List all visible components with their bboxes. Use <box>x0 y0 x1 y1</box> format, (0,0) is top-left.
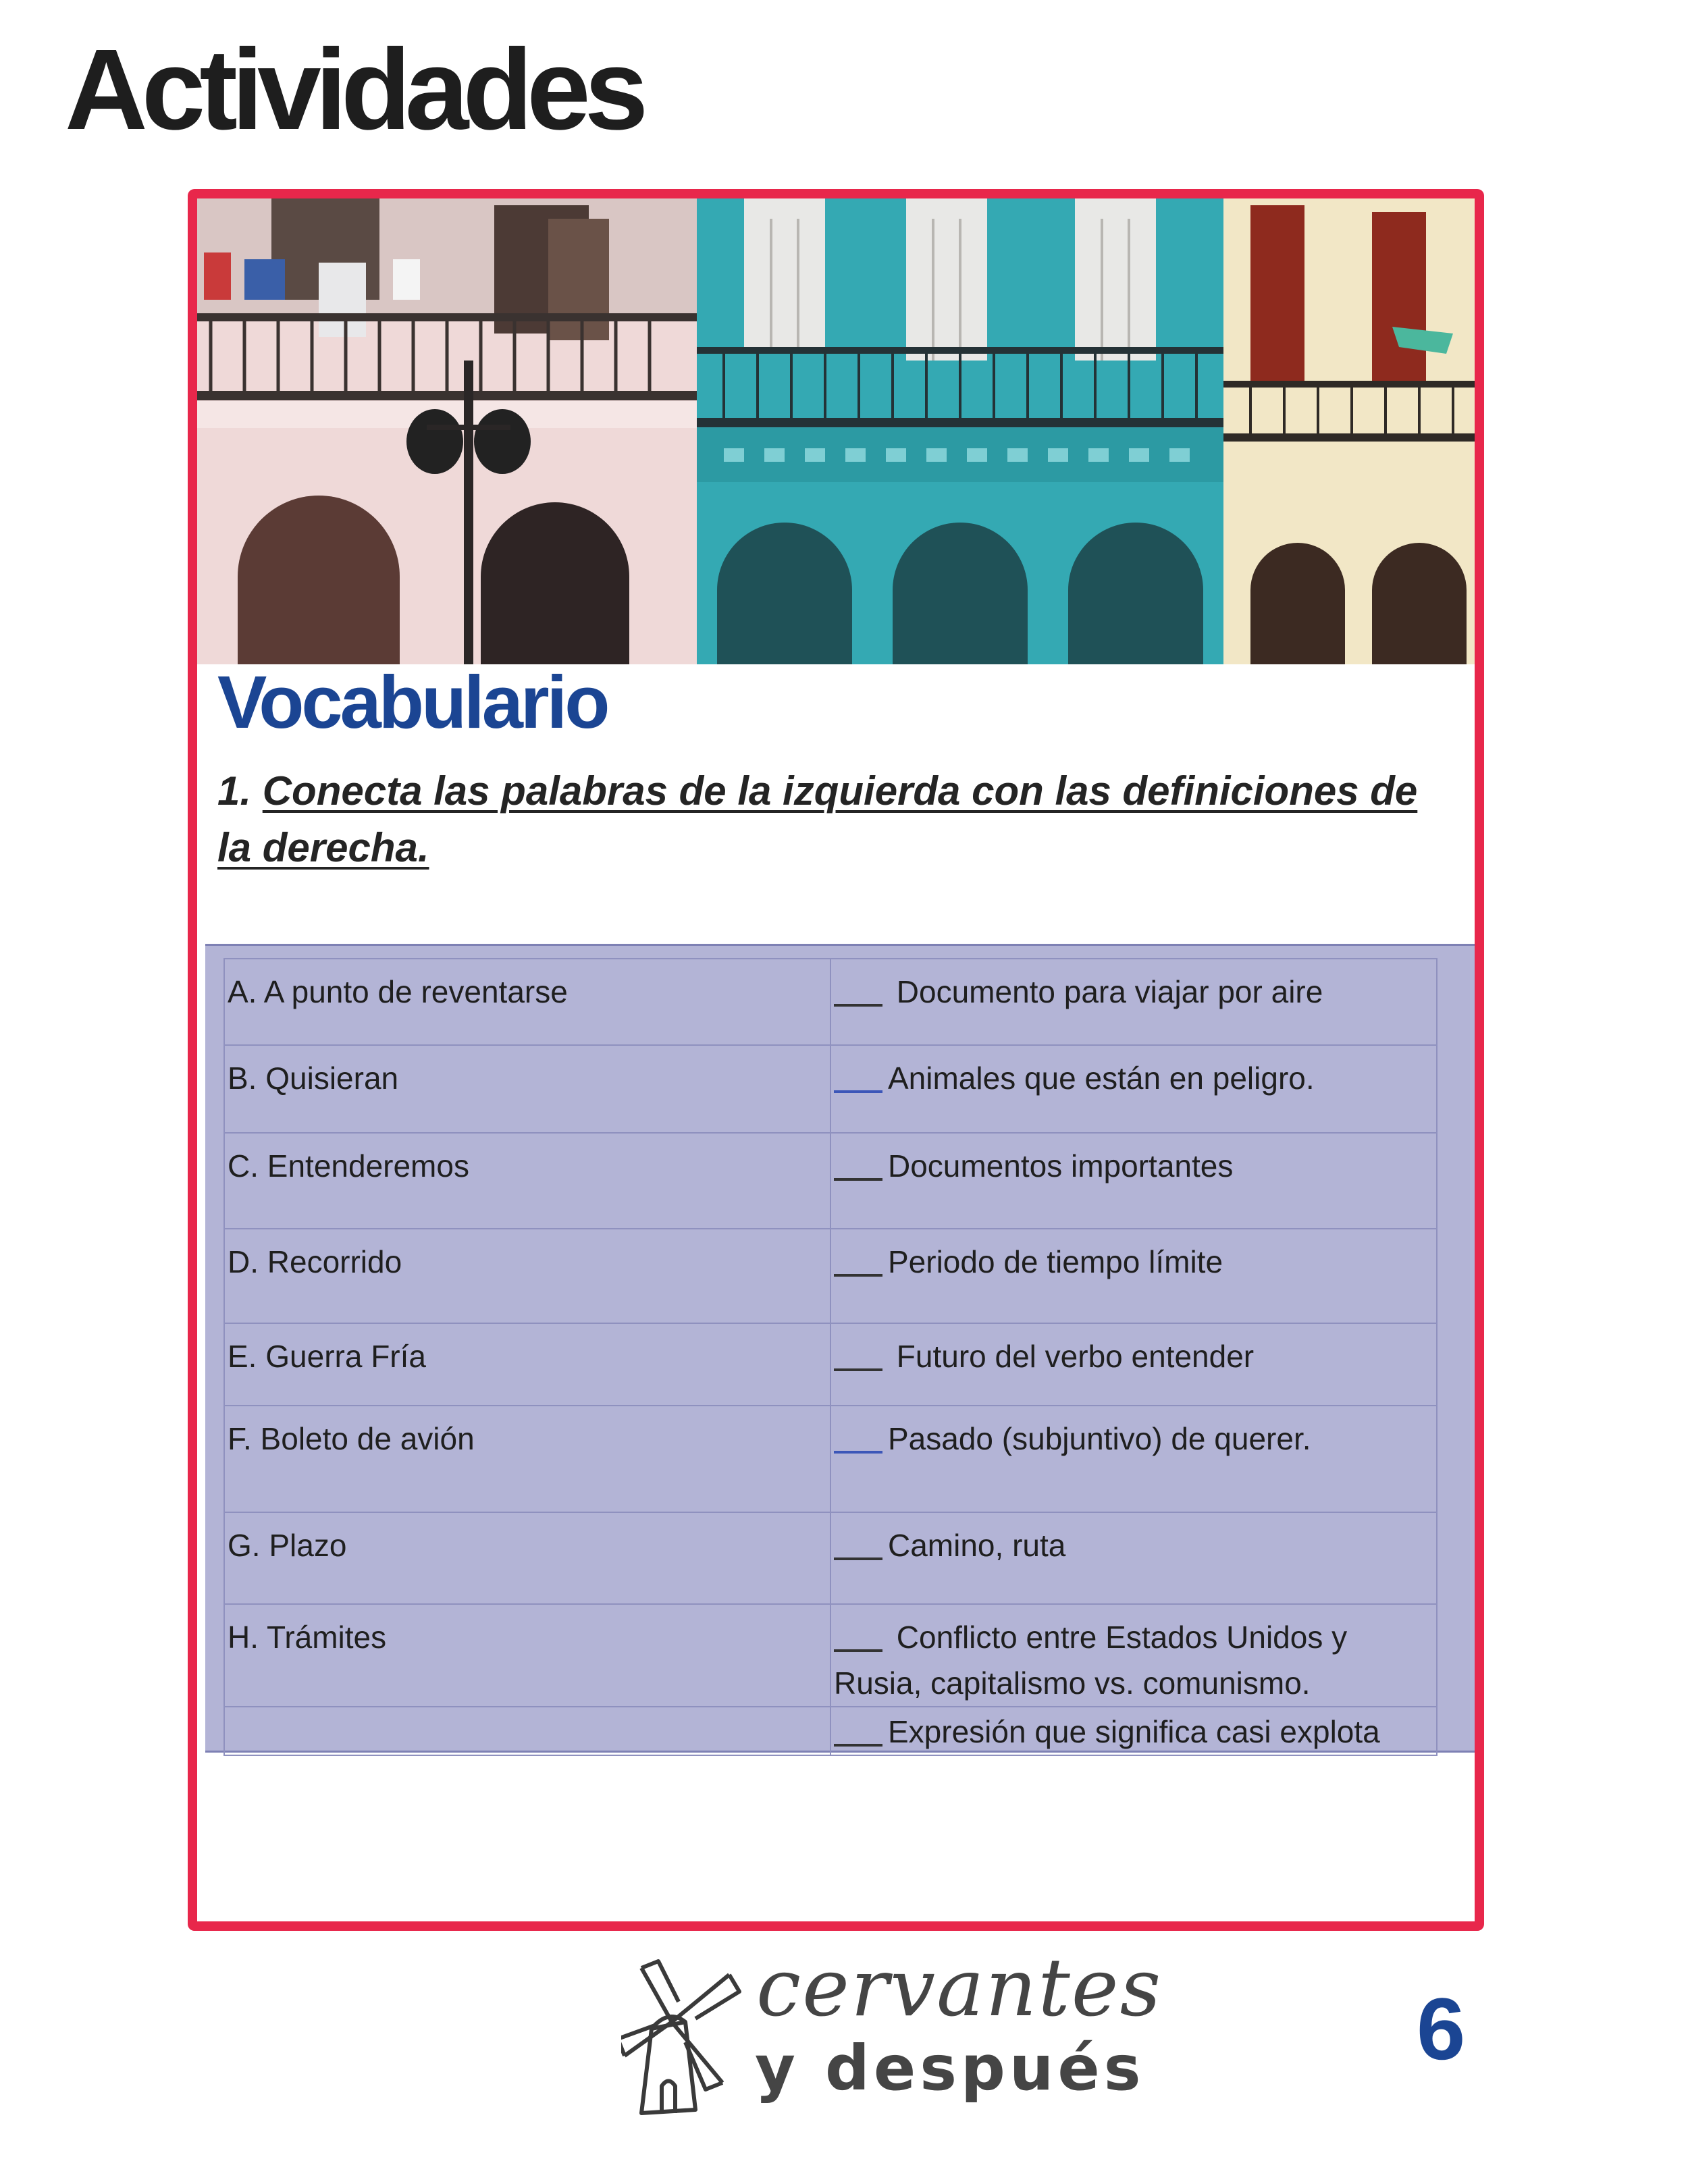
definition-text: Expresión que significa casi explota <box>888 1714 1380 1749</box>
definition-cell <box>830 1406 1437 1512</box>
definition-cell <box>830 1707 1437 1755</box>
definition-text: Futuro del verbo entender <box>888 1339 1255 1374</box>
definition-text: Camino, ruta <box>888 1528 1066 1563</box>
matching-table-container <box>205 944 1475 1753</box>
table-row <box>224 1133 1437 1229</box>
answer-blank[interactable] <box>834 1614 882 1652</box>
answer-blank[interactable] <box>834 1709 882 1747</box>
instruction-text: Conecta las palabras de la izquierda con las definiciones de la derecha. <box>217 768 1418 870</box>
definition-cell <box>830 959 1437 1045</box>
term-cell: F. Boleto de avión <box>224 1406 830 1512</box>
definition-text: Documento para viajar por aire <box>888 974 1323 1009</box>
definition-text: Animales que están en peligro. <box>888 1061 1315 1096</box>
windmill-icon <box>621 1954 756 2123</box>
term-cell: C. Entenderemos <box>224 1133 830 1229</box>
definition-text: Conflicto entre Estados Unidos y Rusia, capitalismo vs. comunismo. <box>834 1620 1348 1701</box>
table-row <box>224 1604 1437 1707</box>
matching-table <box>223 958 1438 1756</box>
table-row <box>224 959 1437 1045</box>
term-cell: A. A punto de reventarse <box>224 959 830 1045</box>
definition-text: Documentos importantes <box>888 1148 1234 1183</box>
table-row <box>224 1707 1437 1755</box>
answer-blank[interactable] <box>834 1522 882 1560</box>
term-cell <box>224 1707 830 1755</box>
definition-cell <box>830 1512 1437 1604</box>
definition-text: Pasado (subjuntivo) de querer. <box>888 1421 1311 1456</box>
table-row <box>224 1406 1437 1512</box>
table-row <box>224 1229 1437 1323</box>
logo-text-line1: cervantes <box>756 1941 1163 2034</box>
table-row <box>224 1512 1437 1604</box>
term-cell: D. Recorrido <box>224 1229 830 1323</box>
answer-blank[interactable] <box>834 1143 882 1181</box>
answer-blank[interactable] <box>834 1239 882 1277</box>
header-photo <box>197 198 1475 664</box>
term-cell: G. Plazo <box>224 1512 830 1604</box>
definition-cell <box>830 1045 1437 1133</box>
definition-cell <box>830 1323 1437 1406</box>
table-row <box>224 1045 1437 1133</box>
definition-cell <box>830 1133 1437 1229</box>
definition-cell <box>830 1604 1437 1707</box>
instruction <box>217 763 1433 876</box>
term-cell: H. Trámites <box>224 1604 830 1707</box>
answer-blank[interactable] <box>834 969 882 1007</box>
table-row <box>224 1323 1437 1406</box>
definition-cell <box>830 1229 1437 1323</box>
answer-blank[interactable] <box>834 1416 882 1454</box>
answer-blank[interactable] <box>834 1055 882 1093</box>
section-heading: Vocabulario <box>217 661 608 744</box>
logo-text-line2: y después <box>755 2032 1145 2104</box>
term-cell: E. Guerra Fría <box>224 1323 830 1406</box>
instruction-number: 1. <box>217 768 252 814</box>
term-cell: B. Quisieran <box>224 1045 830 1133</box>
page-title: Actividades <box>65 26 643 154</box>
answer-blank[interactable] <box>834 1333 882 1371</box>
definition-text: Periodo de tiempo límite <box>888 1244 1223 1279</box>
page-number: 6 <box>1417 1979 1466 2078</box>
